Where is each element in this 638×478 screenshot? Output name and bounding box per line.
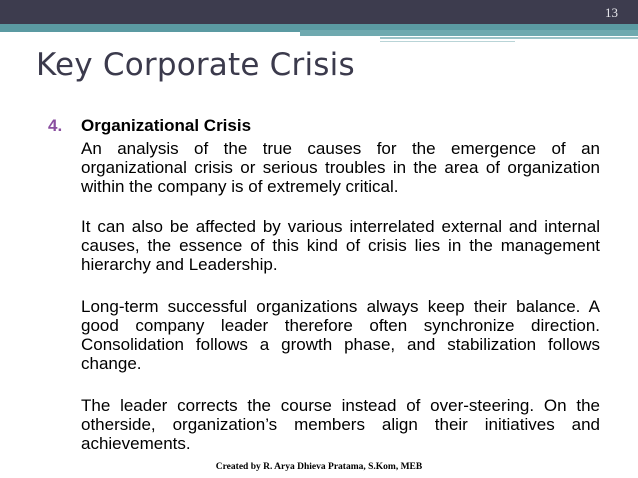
slide-number: 13: [605, 5, 618, 20]
top-bar: [0, 0, 638, 24]
paragraph-1: An analysis of the true causes for the emergence of an organizational crisis or serious troubles in the area of organization within the company is of extremely critical.: [81, 139, 600, 196]
paragraph-2: It can also be affected by various interrelated external and internal causes, the essence of this kind of crisis lies in the management hierarchy and Leadership.: [81, 217, 600, 274]
list-number: 4.: [48, 116, 63, 135]
slide-title: Key Corporate Crisis: [36, 47, 355, 83]
accent-line: [380, 37, 638, 39]
section-heading: Organizational Crisis: [81, 116, 252, 135]
paragraph-3: Long-term successful organizations always keep their balance. A good company leader therefore often synchronize direction. Consolidation follows a growth phase, and stabilization follows change.: [81, 297, 600, 373]
accent-line-short: [380, 41, 515, 42]
accent-band-right: [300, 30, 638, 36]
footer-credit: Created by R. Arya Dhieva Pratama, S.Kom, MEB: [215, 462, 423, 472]
paragraph-4: The leader corrects the course instead of over-steering. On the otherside, organization’s members align their initiatives and achievements.: [81, 396, 600, 453]
